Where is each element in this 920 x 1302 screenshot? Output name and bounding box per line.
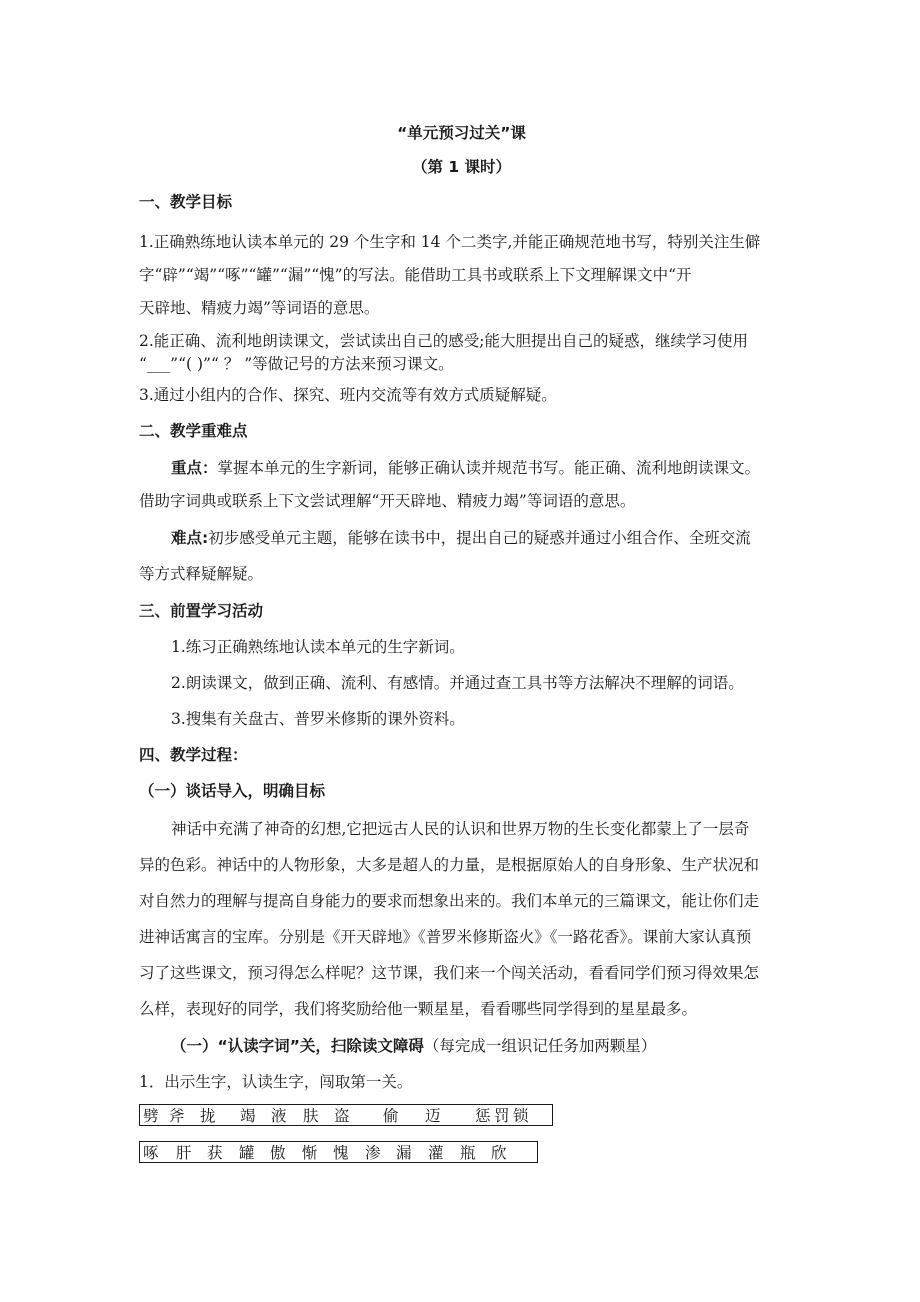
char-cell: 傲	[270, 1144, 286, 1162]
char-cell: 肤	[303, 1107, 319, 1125]
char-cell: 盗	[334, 1107, 350, 1125]
char-cell: 获	[207, 1144, 223, 1162]
char-cell: 斧	[169, 1107, 185, 1125]
goal-2-line-1: 2.能正确、流利地朗读课文，尝试读出自己的感受;能大胆提出自己的疑惑，继续学习使用	[139, 332, 749, 350]
document-title: “单元预习过关”课	[397, 124, 526, 142]
char-cell: 瓶	[460, 1144, 476, 1162]
char-table-row-2	[139, 1141, 538, 1163]
difficult-points-label: 难点:	[171, 529, 209, 547]
step-1-heading: （一）谈话导入，明确目标	[139, 782, 326, 800]
char-cell: 劈	[143, 1107, 159, 1125]
char-cell: 液	[271, 1107, 287, 1125]
goal-1-line-1: 1.正确熟练地认读本单元的 29 个生字和 14 个二类字,并能正确规范地书写，特别关注生僻	[139, 233, 761, 251]
step-2-item-1: 1．出示生字，认读生字，闯取第一关。	[139, 1073, 413, 1091]
char-cell: 愧	[333, 1144, 349, 1162]
char-cell: 欣	[491, 1144, 507, 1162]
goal-1-line-2: 字“辟”“竭”“啄”“罐”“漏”“愧”的写法。能借助工具书或联系上下文理解课文中“开	[139, 266, 692, 284]
difficult-points-line-2: 等方式释疑解疑。	[139, 565, 264, 583]
intro-line-4: 进神话寓言的宝库。分别是《开天辟地》《普罗米修斯盗火》《一路花香》。课前大家认真预	[139, 928, 752, 946]
char-cell: 拢	[200, 1107, 216, 1125]
char-cell: 罐	[239, 1144, 255, 1162]
step-2-note: （每完成一组识记任务加两颗星）	[423, 1037, 657, 1055]
difficult-points-line-1	[171, 527, 784, 549]
pre-learning-3: 3.搜集有关盘古、普罗米修斯的课外资料。	[171, 710, 465, 728]
goal-2-line-2: “___”“( )”“ ？ ”等做记号的方法来预习课文。	[139, 355, 454, 373]
pre-learning-1: 1.练习正确熟练地认读本单元的生字新词。	[171, 638, 465, 656]
char-cell: 偷	[383, 1107, 399, 1125]
char-cell: 惩	[475, 1107, 491, 1125]
pre-learning-2: 2.朗读课文，做到正确、流利、有感情。并通过查工具书等方法解决不理解的词语。	[171, 674, 744, 692]
goal-1-line-3: 天辟地、精疲力竭”等词语的意思。	[139, 299, 380, 317]
char-cell: 惭	[302, 1144, 318, 1162]
char-cell: 肝	[176, 1144, 192, 1162]
difficult-points-text: 初步感受单元主题，能够在读书中，提出自己的疑惑并通过小组合作、全班交流	[208, 529, 751, 547]
step-2-heading: （一）“认读字词”关，扫除读文障碍	[171, 1037, 424, 1055]
char-cell: 啄	[143, 1144, 159, 1162]
intro-line-5: 习了这些课文，预习得怎么样呢？这节课，我们来一个闯关活动，看看同学们预习得效果怎	[139, 964, 760, 982]
heading-goals: 一、教学目标	[139, 193, 233, 211]
intro-line-1: 神话中充满了神奇的幻想,它把远古人民的认识和世界万物的生长变化都蒙上了一层奇	[171, 820, 750, 838]
intro-line-3: 对自然力的理解与提高自身能力的要求而想象出来的。我们本单元的三篇课文，能让你们走	[139, 892, 760, 910]
char-cell: 渗	[365, 1144, 381, 1162]
intro-line-6: 么样，表现好的同学，我们将奖励给他一颗星星，看看哪些同学得到的星星最多。	[139, 1000, 698, 1018]
step-2-heading-line	[171, 1035, 784, 1057]
heading-pre-learning: 三、前置学习活动	[139, 602, 264, 620]
char-cell: 竭	[240, 1107, 256, 1125]
key-points-label: 重点：	[171, 459, 218, 477]
char-table-row-1	[139, 1104, 553, 1126]
intro-line-2: 异的色彩。神话中的人物形象，大多是超人的力量，是根据原始人的自身形象、生产状况和	[139, 856, 760, 874]
char-cell: 灌	[428, 1144, 444, 1162]
key-points-line-1	[171, 457, 784, 479]
char-cell: 迈	[425, 1107, 441, 1125]
document-subtitle: （第 1 课时）	[411, 158, 512, 176]
char-cell: 锁	[513, 1107, 529, 1125]
heading-key-points: 二、教学重难点	[139, 422, 248, 440]
goal-3: 3.通过小组内的合作、探究、班内交流等有效方式质疑解疑。	[139, 386, 557, 404]
key-points-text: 掌握本单元的生字新词，能够正确认读并规范书写。能正确、流利地朗读课文。	[217, 459, 761, 477]
char-cell: 漏	[396, 1144, 412, 1162]
char-cell: 罚	[494, 1107, 510, 1125]
key-points-line-2: 借助字词典或联系上下文尝试理解“开天辟地、精疲力竭”等词语的意思。	[139, 492, 636, 510]
heading-teaching-process: 四、教学过程：	[139, 746, 248, 764]
